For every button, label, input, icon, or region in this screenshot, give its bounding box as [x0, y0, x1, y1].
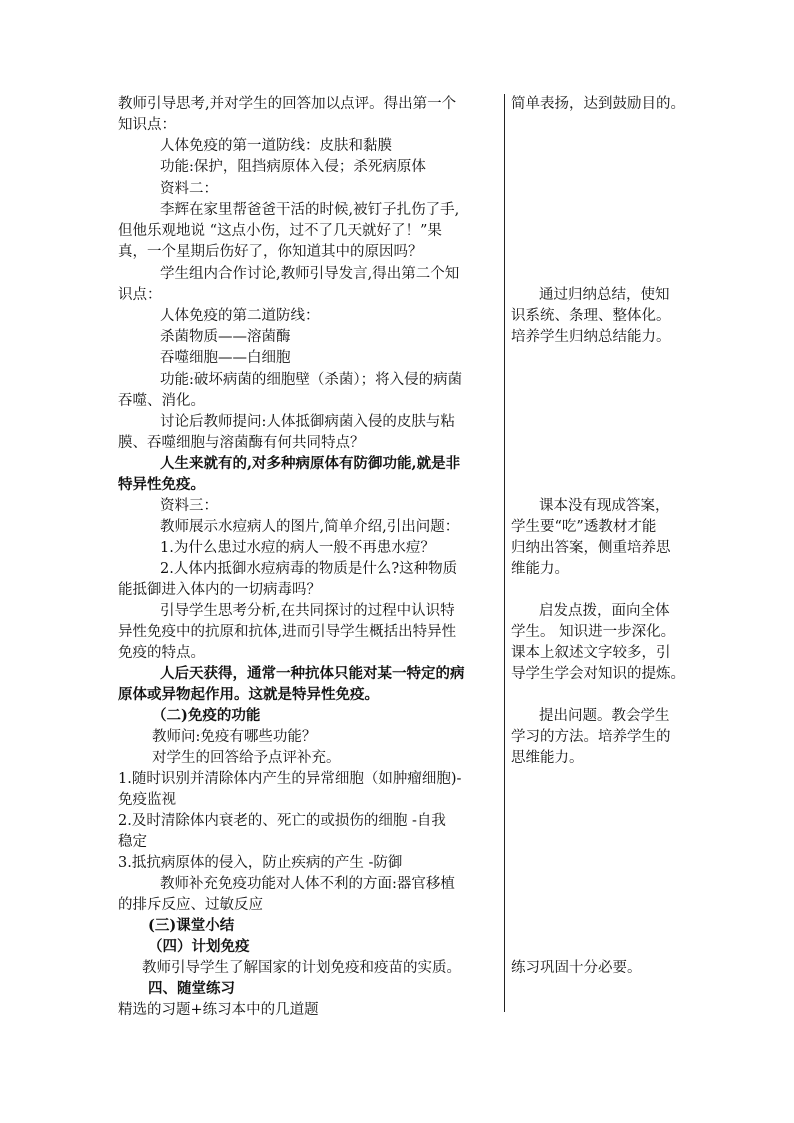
text-line: 膜、吞噬细胞与溶菌酶有何共同特点？	[118, 435, 365, 451]
note-line: 维能力。	[511, 561, 569, 577]
text-line: 免疫的特点。	[118, 645, 205, 661]
text-line-bold: 人后天获得，通常一种抗体只能对某一特定的病	[160, 665, 465, 682]
list-item-cont: 免疫监视	[118, 792, 176, 808]
text-line: 精选的习题+练习本中的几道题	[118, 1002, 319, 1018]
text-line: 讨论后教师提问:人体抵御病菌入侵的皮肤与粘	[160, 414, 455, 430]
text-line: 人体免疫的第一道防线：皮肤和黏膜	[160, 138, 392, 154]
text-line: 教师补充免疫功能对人体不利的方面:器官移植	[160, 876, 455, 892]
section-heading: （二)免疫的功能	[152, 707, 261, 724]
text-line: 功能:保护，阻挡病原体入侵；杀死病原体	[160, 159, 426, 175]
list-item-cont: 稳定	[118, 834, 147, 850]
column-divider	[504, 94, 505, 1012]
text-line: 学生组内合作讨论,教师引导发言,得出第二个知	[160, 266, 460, 282]
note-line: 思维能力。	[511, 750, 584, 766]
list-item: 3.抵抗病原体的侵入，防止疾病的产生 -防御	[118, 855, 403, 871]
text-line: 能抵御进入体内的一切病毒吗？	[118, 582, 321, 598]
text-line: 知识点：	[118, 117, 176, 133]
text-line: 对学生的回答给予点评补充。	[152, 750, 341, 766]
note-line: 导学生学会对知识的提炼。	[511, 666, 685, 682]
section-heading: （四）计划免疫	[148, 938, 250, 955]
list-item: 2.及时清除体内衰老的、死亡的或损伤的细胞 -自我	[118, 813, 446, 829]
note-line: 培养学生归纳总结能力。	[511, 329, 671, 345]
note-line: 课本上叙述文字较多，引	[511, 645, 671, 661]
text-line: 李辉在家里帮爸爸干活的时候,被钉子扎伤了手,	[160, 202, 460, 218]
text-line: 识点：	[118, 287, 162, 303]
note-line: 练习巩固十分必要。	[511, 960, 642, 976]
text-line: 吞噬细胞——白细胞	[160, 350, 291, 366]
text-line: 教师引导思考,并对学生的回答加以点评。得出第一个	[118, 96, 457, 112]
text-line: 资料三：	[160, 498, 218, 514]
note-line: 课本没有现成答案，	[539, 498, 670, 514]
section-heading: (三)课堂小结	[148, 917, 235, 934]
note-line: 简单表扬，达到鼓励目的。	[511, 96, 685, 112]
text-line: 真，一个星期后伤好了，你知道其中的原因吗？	[118, 244, 423, 260]
text-line: 异性免疫中的抗原和抗体,进而引导学生概括出特异性	[118, 624, 457, 640]
text-line: 资料二：	[160, 181, 218, 197]
text-line: 杀菌物质——溶菌酶	[160, 329, 291, 345]
note-line: 通过归纳总结，使知	[539, 287, 670, 303]
text-line: 功能:破坏病菌的细胞壁（杀菌）；将入侵的病菌	[160, 372, 463, 388]
text-line: 教师展示水痘病人的图片,简单介绍,引出问题：	[160, 519, 460, 535]
text-line: 教师引导学生了解国家的计划免疫和疫苗的实质。	[142, 960, 461, 976]
note-line: 启发点拨，面向全体	[539, 603, 670, 619]
text-line: 人体免疫的第二道防线：	[160, 308, 320, 324]
text-line: 但他乐观地说 “这点小伤，过不了几天就好了！”果	[118, 223, 442, 239]
text-line: 教师问:免疫有哪些功能？	[152, 729, 317, 745]
note-line: 学生要“吃”透教材才能	[511, 519, 657, 535]
text-line-bold: 特异性免疫。	[118, 476, 205, 493]
note-line: 提出问题。教会学生	[539, 708, 670, 724]
note-line: 识系统、条理、整体化。	[511, 308, 671, 324]
text-line-bold: 人生来就有的,对多种病原体有防御功能,就是非	[160, 455, 461, 472]
note-line: 归纳出答案，侧重培养思	[511, 540, 671, 556]
section-heading: 四、随堂练习	[148, 980, 235, 997]
text-line: 吞噬、消化。	[118, 393, 205, 409]
text-line: 1.为什么患过水痘的病人一般不再患水痘？	[160, 540, 435, 556]
text-line: 2.人体内抵御水痘病毒的物质是什么?这种物质	[160, 561, 458, 577]
text-line: 的排斥反应、过敏反应	[118, 897, 263, 913]
list-item: 1.随时识别并清除体内产生的异常细胞（如肿瘤细胞)-	[118, 771, 462, 787]
text-line: 引导学生思考分析,在共同探讨的过程中认识特	[160, 603, 455, 619]
note-line: 学习的方法。培养学生的	[511, 729, 671, 745]
note-line: 学生。 知识进一步深化。	[511, 624, 676, 640]
text-line-bold: 原体或异物起作用。这就是特异性免疫。	[118, 686, 379, 703]
